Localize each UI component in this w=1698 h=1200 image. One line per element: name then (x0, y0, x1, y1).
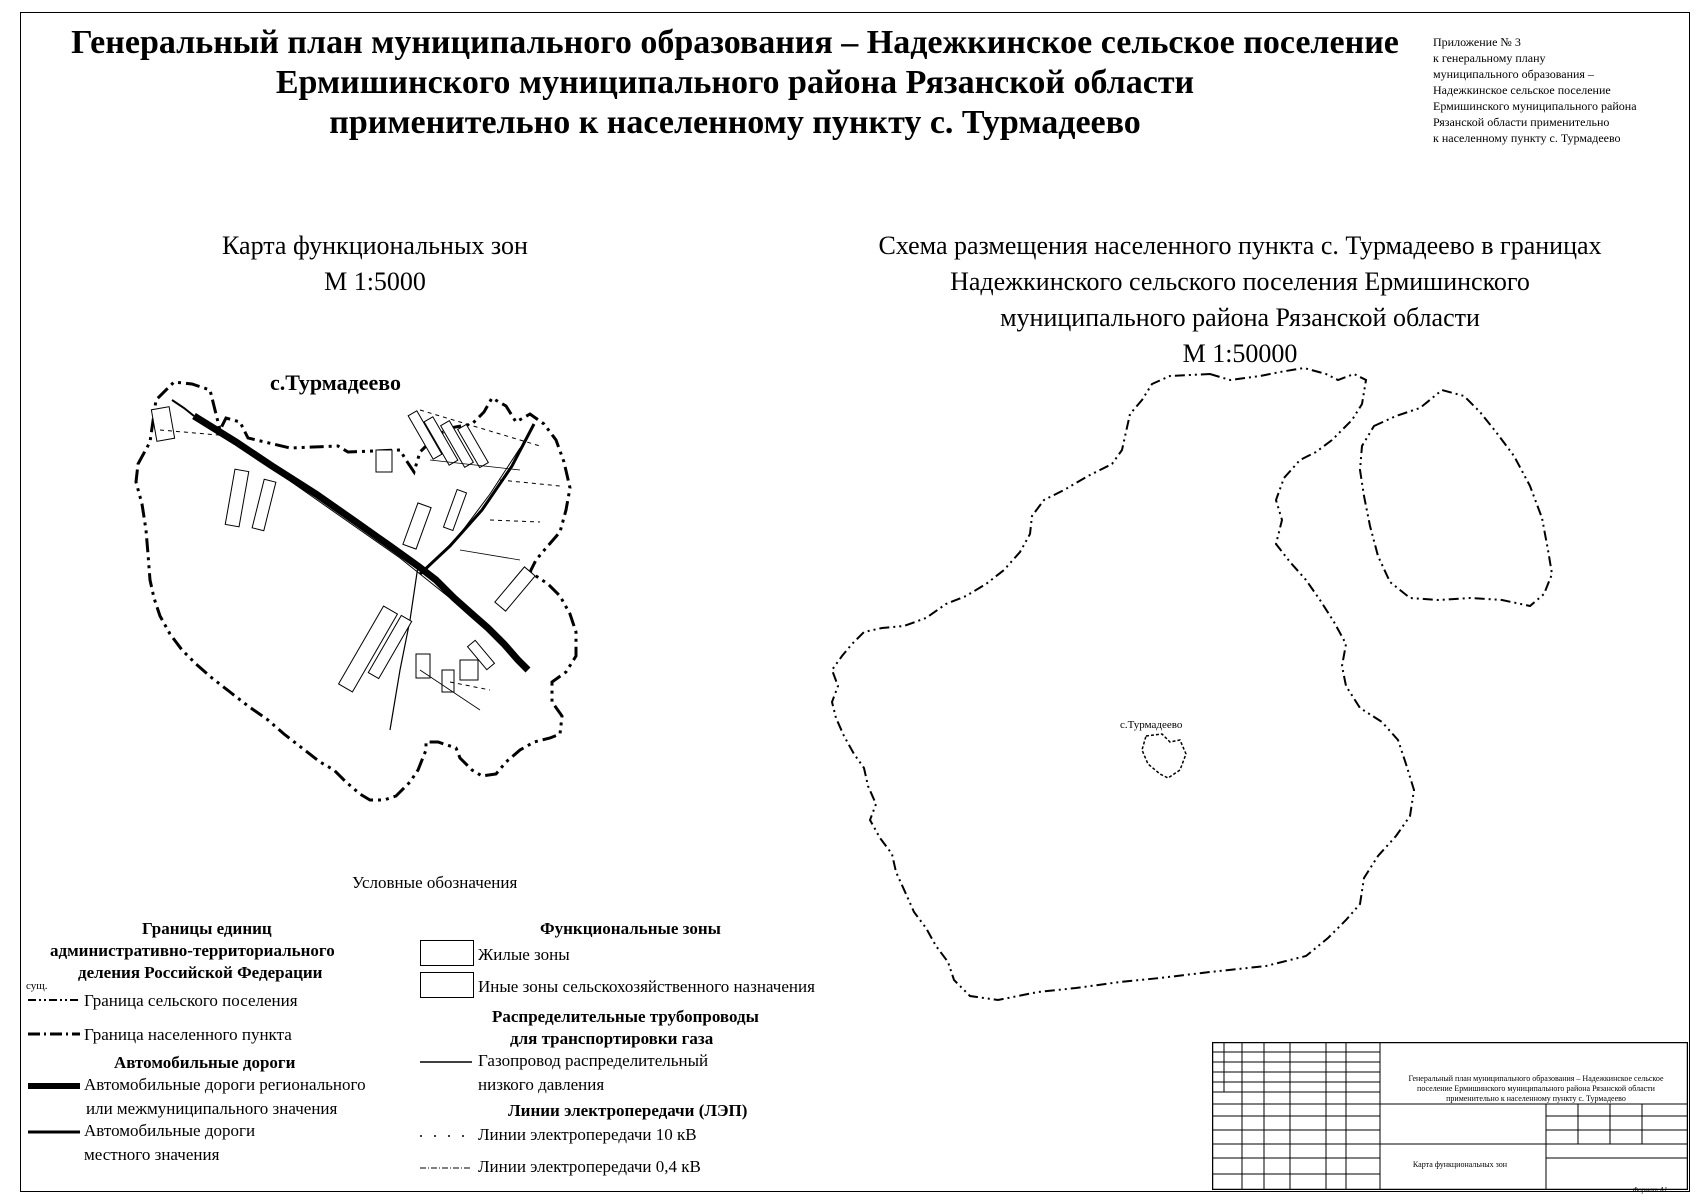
legend-boundaries-header-3: деления Российской Федерации (78, 963, 323, 982)
legend-local-road-symbol (28, 1126, 80, 1138)
legend-regional-road-1: Автомобильные дороги регионального (84, 1075, 366, 1094)
legend-settlement-boundary: Граница населенного пункта (84, 1025, 292, 1044)
legend-sush-label: сущ. (26, 980, 48, 992)
settlement-marker-label: с.Турмадеево (1120, 719, 1183, 731)
title-block-sheet-name: Карта функциональных зон (1412, 1160, 1508, 1169)
right-map-heading-3: муниципального района Рязанской области (1000, 303, 1480, 332)
title-line-1: Генеральный план муниципального образования – Надежкинское сельское поселение (71, 24, 1399, 61)
left-map-scale: М 1:5000 (324, 267, 426, 296)
legend-power-04-symbol (420, 1162, 472, 1174)
residential-zones (151, 407, 535, 692)
appendix-line: Ермишинского муниципального района (1433, 99, 1637, 113)
legend-power-04: Линии электропередачи 0,4 кВ (478, 1157, 701, 1176)
legend-gas-header-2: для транспортировки газа (510, 1029, 714, 1048)
legend-local-road-1: Автомобильные дороги (84, 1121, 256, 1140)
right-map-scale: М 1:50000 (1182, 339, 1298, 368)
functional-zones-map (120, 370, 640, 810)
right-map-heading-2: Надежкинского сельского поселения Ермишинского (950, 267, 1530, 296)
gas-pipeline (200, 420, 520, 658)
legend-residential-swatch (420, 940, 474, 966)
legend-power-10-symbol (420, 1130, 472, 1142)
legend-agri-swatch (420, 972, 474, 998)
legend-local-road-2: местного значения (84, 1145, 220, 1164)
sheet-format: Формат А1 (1632, 1186, 1668, 1194)
legend-title: Условные обозначения (352, 873, 518, 892)
legend-residential: Жилые зоны (478, 945, 570, 964)
legend-power-10: Линии электропередачи 10 кВ (478, 1125, 697, 1144)
legend-rural-boundary: Граница сельского поселения (84, 991, 298, 1010)
legend-regional-road-2: или межмуниципального значения (86, 1099, 338, 1118)
legend-regional-road-symbol (28, 1080, 80, 1092)
appendix-line: муниципального образования – (1433, 67, 1594, 81)
legend-gas-symbol (420, 1056, 472, 1068)
title-line-2: Ермишинского муниципального района Рязанской области (275, 64, 1195, 101)
left-map-heading: Карта функциональных зон (222, 231, 528, 260)
local-road (172, 400, 194, 416)
legend-boundaries-header-2: административно-территориального (50, 941, 335, 960)
appendix-line: к генеральному плану (1433, 51, 1546, 65)
location-scheme-map (830, 360, 1610, 1100)
legend-agri: Иные зоны сельскохозяйственного назначения (478, 977, 815, 996)
gas-pipeline (426, 448, 520, 570)
legend-power-header: Линии электропередачи (ЛЭП) (508, 1101, 748, 1120)
legend-gas-1: Газопровод распределительный (478, 1051, 709, 1070)
right-map-heading-1: Схема размещения населенного пункта с. Турмадеево в границах (878, 231, 1602, 260)
rural-settlement-boundary (832, 368, 1414, 1000)
appendix-note (1433, 34, 1663, 146)
legend-settlement-boundary-symbol (28, 1028, 80, 1040)
legend-rural-boundary-symbol (28, 994, 80, 1006)
rural-settlement-boundary-detached (1360, 390, 1552, 606)
settlement-label: с.Турмадеево (270, 370, 401, 395)
title-block-description: Генеральный план муниципального образования – Надежкинское сельское поселение Ермишинского муниципального района Рязанской области применительно к населенному пункту с. Турмадеево (1408, 1074, 1664, 1103)
legend-gas-header-1: Распределительные трубопроводы (492, 1007, 759, 1026)
legend-gas-2: низкого давления (478, 1075, 605, 1094)
legend-roads-header: Автомобильные дороги (114, 1053, 296, 1072)
appendix-line: Рязанской области применительно (1433, 115, 1610, 129)
appendix-line: к населенному пункту с. Турмадеево (1433, 131, 1621, 145)
rural-settlement-boundary (830, 368, 1412, 1000)
settlement-marker (1142, 734, 1186, 778)
legend-boundaries-header-1: Границы единиц (142, 919, 272, 938)
appendix-line: Приложение № 3 (1433, 35, 1521, 49)
title-line-3: применительно к населенному пункту с. Турмадеево (329, 104, 1141, 141)
appendix-line: Надежкинское сельское поселение (1433, 83, 1611, 97)
legend-zones-header: Функциональные зоны (540, 919, 721, 938)
